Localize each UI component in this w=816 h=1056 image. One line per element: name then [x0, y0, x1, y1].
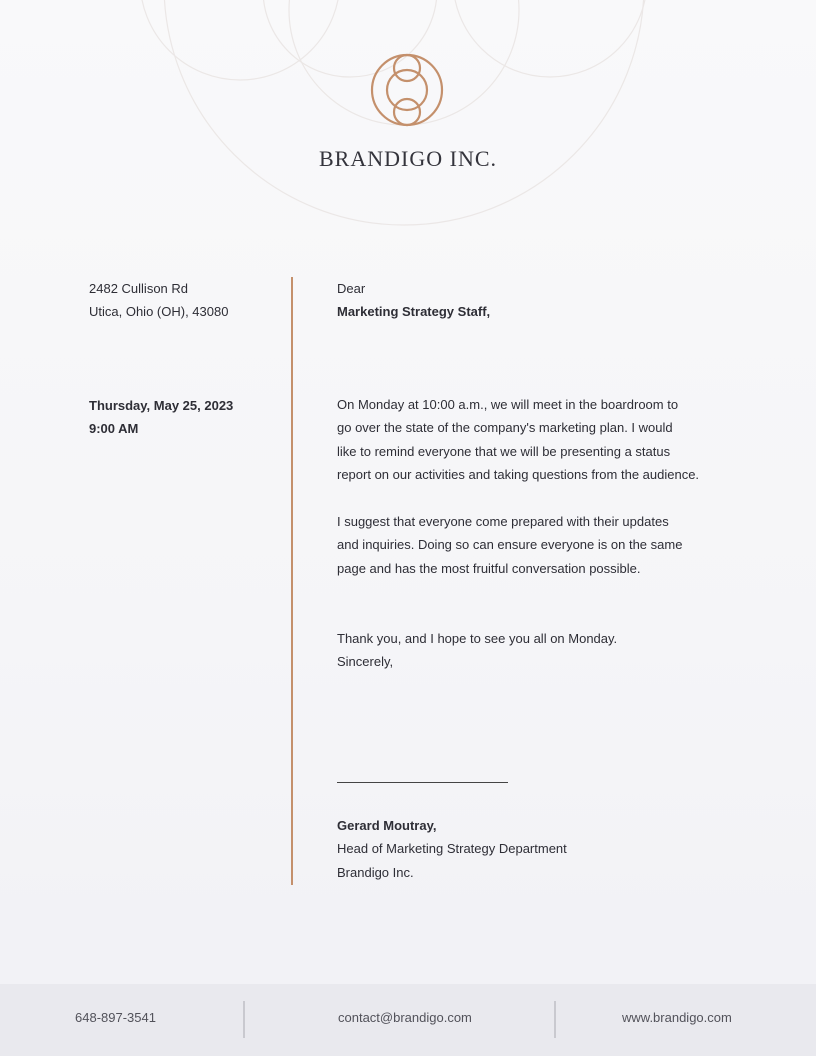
sign-off: Sincerely, [337, 654, 394, 670]
paragraph-2: I suggest that everyone come prepared with their updates and inquiries. Doing so can ensure everyone is on the same page and has the most fruitful conversation possible. [337, 514, 683, 576]
footer-website[interactable]: www.brandigo.com [622, 1010, 732, 1025]
paragraph-1: On Monday at 10:00 a.m., we will meet in the boardroom to go over the state of the company's marketing plan. I would like to remind everyone that we will be presenting a status report on our activities and taking questions from the audience. [337, 397, 700, 483]
decorative-circles [0, 0, 816, 260]
signer-company: Brandigo Inc. [337, 864, 414, 880]
sender-info [89, 277, 279, 436]
signer-name: Gerard Moutray, [337, 818, 437, 833]
footer [0, 984, 816, 1056]
address-line-2: Utica, Ohio (OH), 43080 [89, 304, 229, 319]
brand-logo-icon [369, 52, 445, 128]
recipient: Marketing Strategy Staff, [337, 304, 491, 320]
footer-separator [243, 1001, 245, 1038]
meeting-time: 9:00 AM [89, 421, 139, 436]
signer-title: Head of Marketing Strategy Department [337, 841, 567, 857]
salutation: Dear [337, 281, 366, 296]
address-line-1: 2482 Cullison Rd [89, 281, 189, 296]
divider-line [291, 277, 293, 885]
closing-line: Thank you, and I hope to see you all on Monday. [337, 631, 618, 646]
footer-email[interactable]: contact@brandigo.com [338, 1010, 472, 1025]
meeting-date: Thursday, May 25, 2023 [89, 398, 234, 413]
company-name: BRANDIGO INC. [319, 146, 497, 171]
signature-block [337, 814, 737, 884]
footer-separator [554, 1001, 556, 1038]
signature-line [337, 782, 508, 783]
footer-phone: 648-897-3541 [75, 1010, 156, 1025]
closing [337, 627, 737, 674]
